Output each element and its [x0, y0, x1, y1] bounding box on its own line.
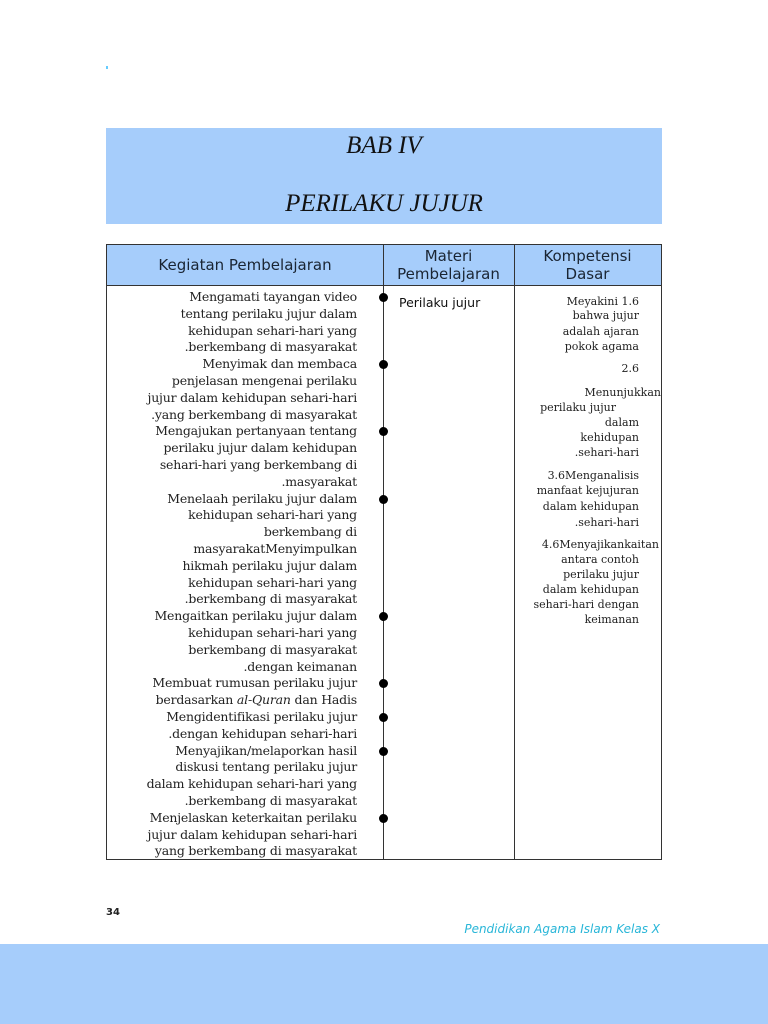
- kegiatan-line: [87, 827, 357, 842]
- text-segment: Menyimak dan membaca: [202, 356, 357, 372]
- text-segment: kehidupan sehari-hari yang: [188, 625, 357, 640]
- text-segment: jujur dalam kehidupan sehari-hari: [147, 389, 357, 405]
- kegiatan-line: [87, 339, 357, 354]
- kompetensi-line: adalah ajaran: [562, 325, 639, 338]
- kegiatan-line: [87, 306, 357, 321]
- bullet-icon: [379, 427, 388, 436]
- text-segment: dalam kehidupan sehari-hari yang: [146, 776, 357, 792]
- kompetensi-line: keimanan: [584, 613, 639, 626]
- bullet-icon: [379, 293, 388, 302]
- kegiatan-line: [87, 575, 357, 590]
- chapter-title: PERILAKU JUJUR: [285, 190, 483, 217]
- kompetensi-line: .sehari-hari: [574, 516, 639, 529]
- text-segment: Menyajikan/melaporkan hasil: [175, 742, 357, 758]
- text-segment: .dengan keimanan: [243, 658, 357, 674]
- kegiatan-line: [87, 675, 357, 690]
- footer-book-title: Pendidikan Agama Islam Kelas X: [464, 922, 660, 936]
- chapter-number: BAB IV: [346, 132, 422, 159]
- text-segment: berkembang di masyarakat: [188, 641, 357, 657]
- bullet-icon: [379, 612, 388, 621]
- page-number: 34: [106, 907, 120, 918]
- kegiatan-line: [87, 423, 357, 438]
- text-segment: diskusi tentang perilaku jujur: [175, 759, 357, 775]
- text-segment: kehidupan sehari-hari yang: [188, 507, 357, 523]
- text-segment: hikmah perilaku jujur dalam: [182, 557, 357, 573]
- kegiatan-line: [87, 659, 357, 674]
- kegiatan-line: [87, 776, 357, 791]
- text-segment: .masyarakat: [281, 473, 357, 489]
- kompetensi-line: sehari-hari dengan: [533, 598, 639, 611]
- kompetensi-column: [515, 245, 661, 859]
- kegiatan-line: [87, 507, 357, 522]
- kompetensi-line: 2.6: [621, 362, 639, 375]
- text-segment: dan Hadis: [290, 692, 357, 708]
- header-materi-line2: Pembelajaran: [397, 265, 500, 283]
- text-segment: .yang berkembang di masyarakat: [151, 406, 357, 422]
- kegiatan-column: [107, 245, 357, 859]
- header-kegiatan: Kegiatan Pembelajaran: [158, 256, 332, 274]
- chapter-title-band: [106, 128, 662, 224]
- kegiatan-line: [87, 323, 357, 338]
- kegiatan-line: [87, 373, 357, 388]
- header-materi: [383, 247, 514, 283]
- kompetensi-line: perilaku jujur: [540, 401, 616, 414]
- bullet-icon: [379, 495, 388, 504]
- footer-band: [0, 944, 768, 1024]
- kompetensi-line: pokok agama: [564, 340, 639, 353]
- kompetensi-line: perilaku jujur: [563, 568, 639, 581]
- decorative-mark: [106, 66, 108, 69]
- kompetensi-line: Meyakini 1.6: [566, 295, 639, 308]
- kegiatan-line: [87, 356, 357, 371]
- text-segment: perilaku jujur dalam kehidupan: [163, 440, 357, 456]
- kegiatan-line: [87, 810, 357, 825]
- bullet-icon: [379, 360, 388, 369]
- kegiatan-line: [87, 608, 357, 623]
- text-segment: penjelasan mengenai perilaku: [171, 373, 357, 388]
- text-segment: berdasarkan: [155, 692, 237, 708]
- kompetensi-line: antara contoh: [561, 553, 639, 566]
- header-kd-line1: Kompetensi: [543, 247, 632, 265]
- text-segment: Menjelaskan keterkaitan perilaku: [149, 809, 357, 825]
- kegiatan-line: [87, 524, 357, 539]
- kegiatan-line: [87, 440, 357, 455]
- kegiatan-line: [87, 491, 357, 506]
- kegiatan-line: [87, 457, 357, 472]
- bullet-icon: [379, 747, 388, 756]
- kompetensi-line: 3.6Menganalisis: [547, 469, 639, 482]
- text-segment: yang berkembang di masyarakat: [154, 843, 357, 859]
- bullet-icon: [379, 814, 388, 823]
- text-segment: tentang perilaku jujur dalam: [180, 305, 357, 321]
- kegiatan-line: [87, 625, 357, 640]
- kompetensi-line: kehidupan: [580, 431, 639, 444]
- kegiatan-line: [87, 709, 357, 724]
- kompetensi-line: .sehari-hari: [574, 446, 639, 459]
- kegiatan-line: [87, 726, 357, 741]
- materi-text: Perilaku jujur: [399, 295, 481, 310]
- text-segment: jujur dalam kehidupan sehari-hari: [147, 826, 357, 842]
- bullet-icon: [379, 679, 388, 688]
- kegiatan-line: [87, 474, 357, 489]
- text-segment: sehari-hari yang berkembang di: [159, 457, 357, 472]
- kompetensi-line: manfaat kejujuran: [536, 484, 639, 497]
- kompetensi-line: bahwa jujur: [572, 309, 639, 322]
- text-segment: masyarakatMenyimpulkan: [193, 541, 357, 556]
- italic-text: al-Quran: [236, 692, 291, 708]
- text-segment: Mengaitkan perilaku jujur dalam: [154, 608, 357, 624]
- text-segment: .berkembang di masyarakat: [184, 793, 357, 808]
- bullet-icon: [379, 713, 388, 722]
- kegiatan-line: [87, 843, 357, 858]
- kompetensi-line: 4.6Menyajikankaitan: [541, 538, 659, 551]
- kegiatan-line: [87, 642, 357, 657]
- kegiatan-line: [87, 591, 357, 606]
- text-segment: Menelaah perilaku jujur dalam: [167, 490, 357, 506]
- kegiatan-line: [87, 289, 357, 304]
- text-segment: Mengajukan pertanyaan tentang: [155, 423, 357, 439]
- text-segment: Membuat rumusan perilaku jujur: [152, 675, 357, 691]
- kegiatan-line: [87, 407, 357, 422]
- text-segment: .berkembang di masyarakat: [184, 339, 357, 355]
- text-segment: .dengan kehidupan sehari-hari: [168, 725, 357, 741]
- header-kd-line2: Dasar: [565, 265, 610, 283]
- kegiatan-line: [87, 558, 357, 573]
- kegiatan-line: [87, 793, 357, 808]
- header-materi-line1: Materi: [424, 247, 473, 265]
- kompetensi-line: dalam kehidupan: [542, 583, 639, 596]
- kompetensi-line: dalam: [604, 416, 639, 429]
- kegiatan-line: [87, 541, 357, 556]
- text-segment: kehidupan sehari-hari yang: [188, 574, 357, 590]
- kegiatan-line: [87, 759, 357, 774]
- text-segment: Mengamati tayangan video: [189, 289, 357, 304]
- kompetensi-line: dalam kehidupan: [542, 500, 639, 513]
- kegiatan-line: [87, 692, 357, 707]
- kegiatan-line: [87, 390, 357, 405]
- text-segment: Mengidentifikasi perilaku jujur: [166, 709, 357, 724]
- text-segment: kehidupan sehari-hari yang: [188, 322, 357, 338]
- kegiatan-line: [87, 743, 357, 758]
- text-segment: berkembang di: [263, 524, 357, 540]
- column-divider: [383, 245, 384, 859]
- learning-table: [106, 244, 662, 860]
- text-segment: .berkembang di masyarakat: [184, 591, 357, 607]
- kompetensi-line: Menunjukkan: [584, 386, 661, 399]
